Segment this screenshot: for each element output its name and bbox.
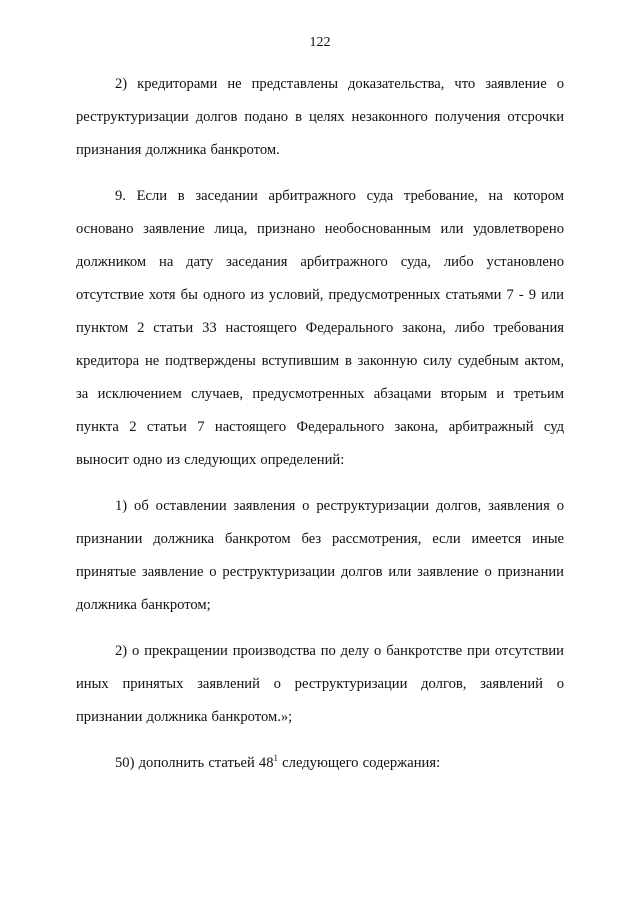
- paragraph-section-9: 9. Если в заседании арбитражного суда требование, на котором основано заявление лица, признано необоснованным или удовлетворено должником на дату заседания арбитражного суда, либо установлено отсутствие хотя бы одного из условий, предусмотренных статьями 7 - 9 или пунктом 2 статьи 33 настоящего Федерального закона, либо требования кредитора не подтверждены вступившим в законную силу судебным актом, за исключением случаев, предусмотренных абзацами вторым и третьим пункта 2 статьи 7 настоящего Федерального закона, арбитражный суд выносит одно из следующих определений:: [76, 188, 564, 468]
- page-number: 122: [309, 35, 331, 50]
- amendment-text-tail: следующего содержания:: [278, 755, 441, 771]
- paragraph-amendment-50: [76, 747, 564, 780]
- document-body: [76, 68, 564, 780]
- amendment-text: 50) дополнить статьей 48: [115, 755, 274, 771]
- paragraph-item-1-leave-without-review: 1) об оставлении заявления о реструктуризации долгов, заявления о признании должника банкротом без рассмотрения, если имеется иные принятые заявление о реструктуризации долгов или заявление о признании должника банкротом;: [76, 498, 564, 613]
- paragraph-item-2-creditors: 2) кредиторами не представлены доказательства, что заявление о реструктуризации долгов подано в целях незаконного получения отсрочки признания должника банкротом.: [76, 76, 564, 158]
- paragraph-item-2-terminate-proceedings: 2) о прекращении производства по делу о банкротстве при отсутствии иных принятых заявлений о реструктуризации долгов, заявлений о признании должника банкротом.»;: [76, 643, 564, 725]
- article-superscript: 1: [273, 753, 279, 764]
